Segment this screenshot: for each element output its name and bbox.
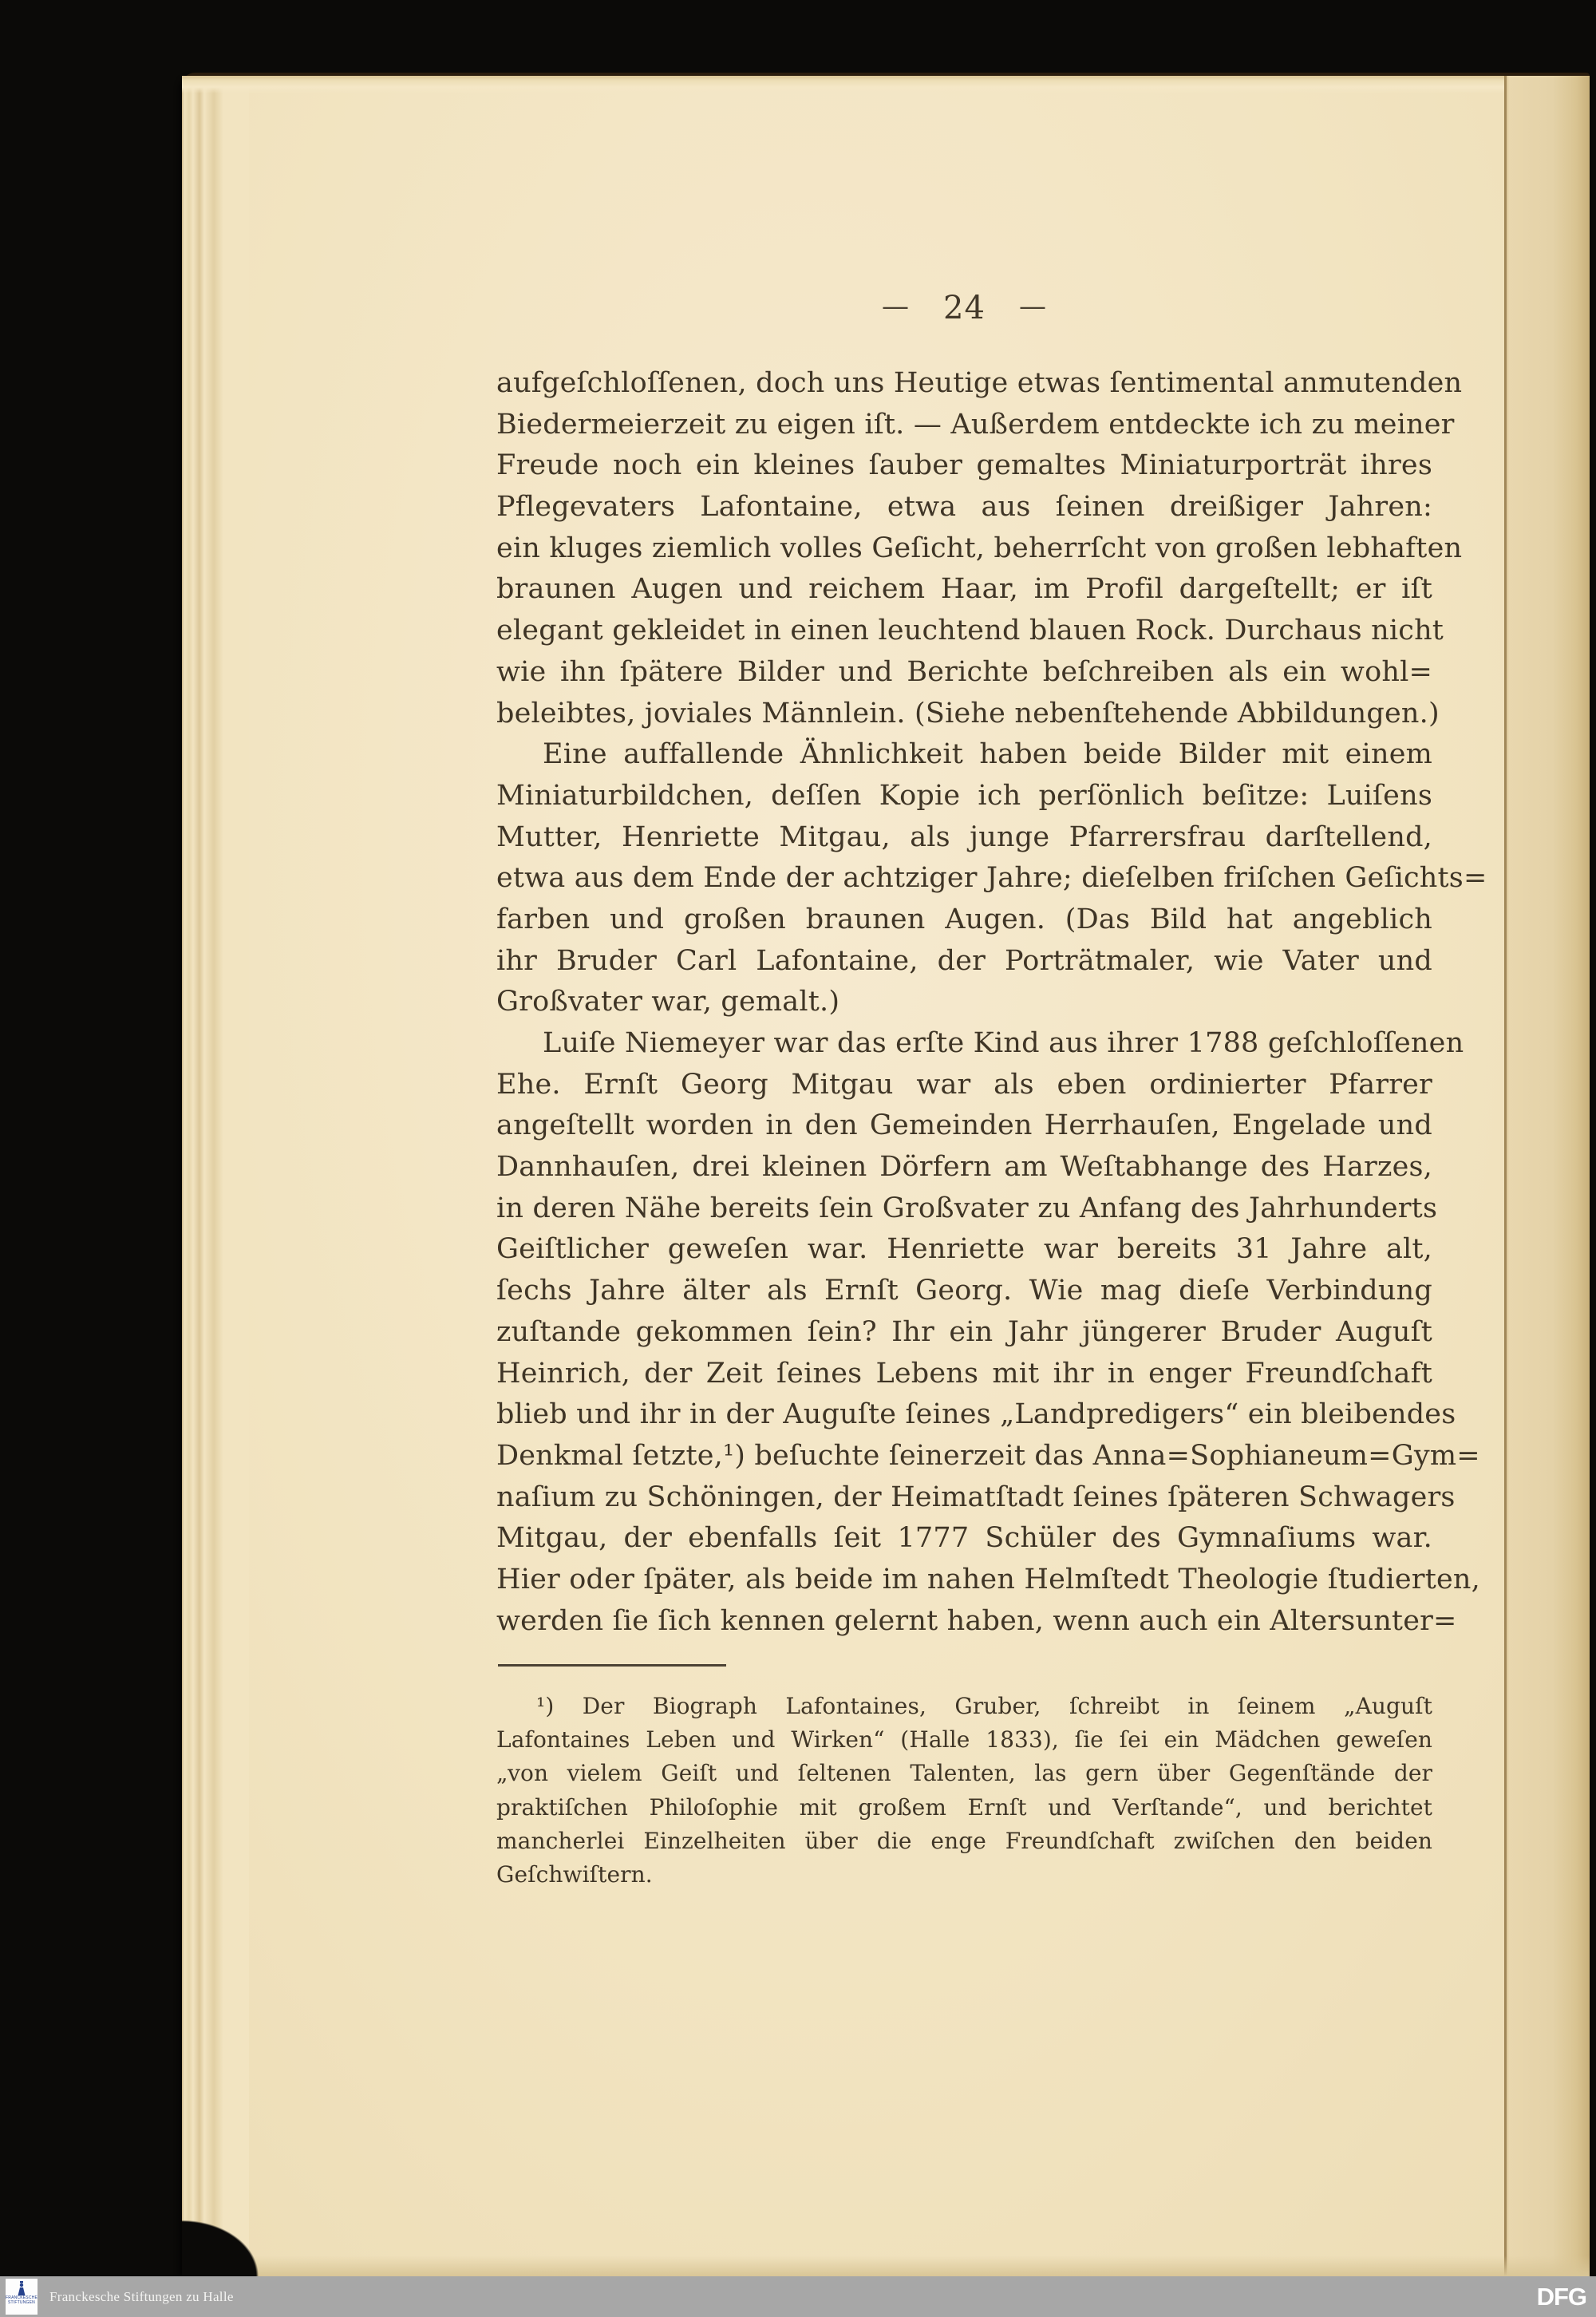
text-line: zuſtande gekommen ſein? Ihr ein Jahr jüngerer Bruder Auguſt <box>496 1315 1432 1348</box>
text-line: praktiſchen Philoſophie mit großem Ernſt und Verſtande“, und berichtet <box>496 1793 1432 1821</box>
page-corner-curl <box>182 2188 302 2276</box>
text-line: Ehe. Ernſt Georg Mitgau war als eben ordinierter Pfarrer <box>496 1068 1432 1101</box>
text-line: Mitgau, der ebenfalls ſeit 1777 Schüler des Gymnaſiums war. <box>496 1522 1432 1555</box>
text-line: Freude noch ein kleines ſauber gemaltes Miniaturporträt ihres <box>496 449 1432 482</box>
text-line: werden ſie ſich kennen gelernt haben, wenn auch ein Altersunter= <box>496 1604 1457 1637</box>
text-line: Luiſe Niemeyer war das erſte Kind aus ihrer 1788 geſchloſſenen <box>543 1027 1464 1059</box>
footnote-separator-rule <box>498 1664 726 1667</box>
library-name: Franckesche Stiftungen zu Halle <box>49 2288 234 2304</box>
text-line: Mutter, Henriette Mitgau, als junge Pfarrersfrau darſtellend, <box>496 820 1432 853</box>
page-stack-left-edge <box>182 76 249 2276</box>
dfg-logo[interactable]: DFG <box>1536 2282 1586 2311</box>
text-line: mancherlei Einzelheiten über die enge Freundſchaft zwiſchen den beiden <box>496 1827 1432 1854</box>
text-line: braunen Augen und reichem Haar, im Profil dargeſtellt; er iſt <box>496 573 1432 606</box>
printed-page-content <box>496 76 1487 2276</box>
text-line: „von vielem Geiſt und ſeltenen Talenten, las gern über Gegenſtände der <box>496 1760 1432 1787</box>
text-line: Denkmal ſetzte,¹) beſuchte ſeinerzeit das Anna=Sophianeum=Gym= <box>496 1439 1480 1472</box>
book-page <box>182 76 1590 2276</box>
text-line: Eine auffallende Ähnlichkeit haben beide Bilder mit einem <box>543 738 1432 771</box>
text-line: Lafontaines Leben und Wirken“ (Halle 1833), ſie ſei ein Mädchen geweſen <box>496 1726 1432 1754</box>
text-line: Geſchwiſtern. <box>496 1860 653 1888</box>
book-gutter-right <box>1504 76 1590 2276</box>
text-line: Großvater war, gemalt.) <box>496 986 840 1018</box>
header-dash-right: — <box>1018 291 1047 322</box>
text-line: beleibtes, joviales Männlein. (Siehe nebenſtehende Abbildungen.) <box>496 697 1440 729</box>
text-line: Heinrich, der Zeit ſeines Lebens mit ihr in enger Freundſchaft <box>496 1357 1432 1390</box>
text-line: Pflegevaters Lafontaine, etwa aus ſeinen dreißiger Jahren: <box>496 491 1432 524</box>
text-line: ein kluges ziemlich volles Geſicht, beherrſcht von großen lebhaften <box>496 532 1463 564</box>
text-line: naſium zu Schöningen, der Heimatſtadt ſeines ſpäteren Schwagers <box>496 1481 1456 1513</box>
text-line: Hier oder ſpäter, als beide im nahen Helmſtedt Theologie ſtudierten, <box>496 1563 1480 1595</box>
page-number-header <box>496 290 1432 326</box>
page-crease <box>1504 76 1507 2276</box>
text-line: farben und großen braunen Augen. (Das Bild hat angeblich <box>496 903 1432 935</box>
text-line: ſechs Jahre älter als Ernſt Georg. Wie mag dieſe Verbindung <box>496 1275 1432 1307</box>
text-line: Geiſtlicher geweſen war. Henriette war bereits 31 Jahre alt, <box>496 1233 1432 1266</box>
header-dash-left: — <box>882 291 911 322</box>
text-line: angeſtellt worden in den Gemeinden Herrhauſen, Engelade und <box>496 1109 1432 1142</box>
text-line: elegant gekleidet in einen leuchtend blauen Rock. Durchaus nicht <box>496 615 1444 647</box>
library-logo[interactable] <box>6 2279 38 2315</box>
library-logo-text-line1: FRANCKESCHE <box>6 2295 38 2300</box>
text-line: in deren Nähe bereits ſein Großvater zu Anfang des Jahrhunderts <box>496 1192 1438 1224</box>
text-line: wie ihn ſpätere Bilder und Berichte beſchreiben als ein wohl= <box>496 655 1432 688</box>
viewer-footer-bar <box>0 2276 1596 2317</box>
text-line: Miniaturbildchen, deſſen Kopie ich perſönlich beſitze: Luiſens <box>496 779 1432 812</box>
text-line: ¹) Der Biograph Lafontaines, Gruber, ſchreibt in ſeinem „Auguſt <box>536 1693 1432 1719</box>
page-number: 24 <box>943 290 986 326</box>
footnote-text <box>496 1690 1432 1892</box>
text-line: blieb und ihr in der Auguſte ſeines „Landpredigers“ ein bleibendes <box>496 1398 1456 1431</box>
text-line: ihr Bruder Carl Lafontaine, der Porträtmaler, wie Vater und <box>496 944 1432 977</box>
body-text <box>496 363 1487 1642</box>
library-logo-text-line2: STIFTUNGEN <box>8 2299 35 2305</box>
text-line: etwa aus dem Ende der achtziger Jahre; dieſelben friſchen Geſichts= <box>496 862 1487 895</box>
text-line: Biedermeierzeit zu eigen iſt. — Außerdem entdeckte ich zu meiner <box>496 408 1455 441</box>
library-emblem-icon <box>14 2280 29 2296</box>
text-line: Dannhauſen, drei kleinen Dörfern am Weſtabhange des Harzes, <box>496 1151 1432 1184</box>
text-line: aufgeſchloſſenen, doch uns Heutige etwas ſentimental anmutenden <box>496 367 1463 399</box>
